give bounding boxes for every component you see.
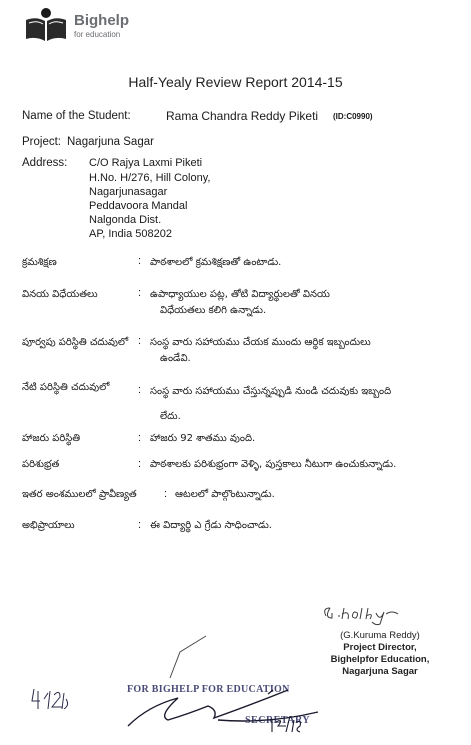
project-label: Project: xyxy=(22,136,61,148)
tick-mark xyxy=(150,632,210,682)
student-name-label: Name of the Student: xyxy=(22,110,131,122)
review-colon: : xyxy=(138,384,142,396)
review-value: పాఠశాలలో క్రమశిక్షణతో ఉంటాడు. xyxy=(150,257,282,268)
signatory-org: Bighelpfor Education, xyxy=(330,654,430,665)
project-value: Nagarjuna Sagar xyxy=(67,136,154,148)
book-reader-icon xyxy=(22,6,70,44)
stamp-line2: SECRETARY xyxy=(245,715,311,726)
review-label: అభిప్రాయాలు xyxy=(22,520,75,531)
student-name-value: Rama Chandra Reddy Piketi xyxy=(166,109,319,123)
review-value: విధేయతలు కలిగి ఉన్నాడు. xyxy=(160,305,267,316)
review-label: వినయ విధేయతలు xyxy=(22,289,98,300)
signatory-name: (G.Kuruma Reddy) xyxy=(340,630,420,641)
review-value: ఉపాధ్యాయుల పట్ల, తోటి విద్యార్థులతో వినయ xyxy=(150,289,330,300)
review-colon: : xyxy=(138,519,142,531)
brand-name: Bighelp xyxy=(74,12,129,29)
address-line: C/O Rajya Laxmi Piketi xyxy=(89,157,203,169)
bighelp-logo xyxy=(22,6,152,44)
review-label: క్రమశిక్షణ xyxy=(22,257,57,268)
review-value: ఈ విద్యార్థి ఎ గ్రేడు సాధించాడు. xyxy=(150,520,272,531)
review-value: సంస్థ వారు సహాయము చేయక ముందు ఆర్థిక ఇబ్బందులు xyxy=(150,337,371,348)
report-title: Half-Yealy Review Report 2014-15 xyxy=(128,74,343,90)
address-line: Nalgonda Dist. xyxy=(89,214,162,226)
handwritten-date-left xyxy=(30,685,70,713)
review-value: ఉండేవి. xyxy=(160,353,191,364)
address-line: H.No. H/276, Hill Colony, xyxy=(89,172,211,184)
review-colon: : xyxy=(138,458,142,470)
brand-tagline: for education xyxy=(74,30,121,39)
signatory-block xyxy=(300,630,460,678)
address-line: Nagarjunasagar xyxy=(89,186,168,198)
signatory-place: Nagarjuna Sagar xyxy=(342,666,418,677)
review-value: హాజరు 92 శాతము వుంది. xyxy=(150,433,256,444)
review-label: నేటి పరిస్థితి చదువులో xyxy=(22,382,110,393)
stamp-line1: FOR BIGHELP FOR EDUCATION xyxy=(127,684,290,695)
review-value: పాఠశాలకు పరిశుభ్రంగా వెళ్ళి, పుస్తకాలు నీటుగా ఉంచుకున్నాడు. xyxy=(150,459,397,470)
director-signature xyxy=(320,604,400,626)
review-value: సంస్థ వారు సహాయము చేస్తున్నప్పుడి నుండి చదువుకు ఇబ్బంది xyxy=(150,386,392,397)
student-id: (ID:C0990) xyxy=(333,112,373,121)
secretary-signature xyxy=(118,676,358,736)
signatory-designation: Project Director, xyxy=(343,642,417,653)
review-colon: : xyxy=(164,488,168,500)
review-colon: : xyxy=(138,255,142,267)
review-colon: : xyxy=(138,287,142,299)
address-line: Peddavoora Mandal xyxy=(89,200,188,212)
review-colon: : xyxy=(138,432,142,444)
address-label: Address: xyxy=(22,157,68,169)
review-label: పూర్వపు పరిస్థితి చదువులో xyxy=(22,337,129,348)
review-value: లేదు. xyxy=(160,411,181,422)
review-label: ఇతర అంశములలో ప్రావీణ్యత xyxy=(22,489,137,500)
review-label: హాజరు పరిస్థితి xyxy=(22,433,81,444)
address-line: AP, India 508202 xyxy=(89,228,172,240)
review-label: పరిశుభ్రత xyxy=(22,459,60,470)
review-value: ఆటలలో పాల్గొంటున్నాడు. xyxy=(175,489,275,500)
review-colon: : xyxy=(138,335,142,347)
